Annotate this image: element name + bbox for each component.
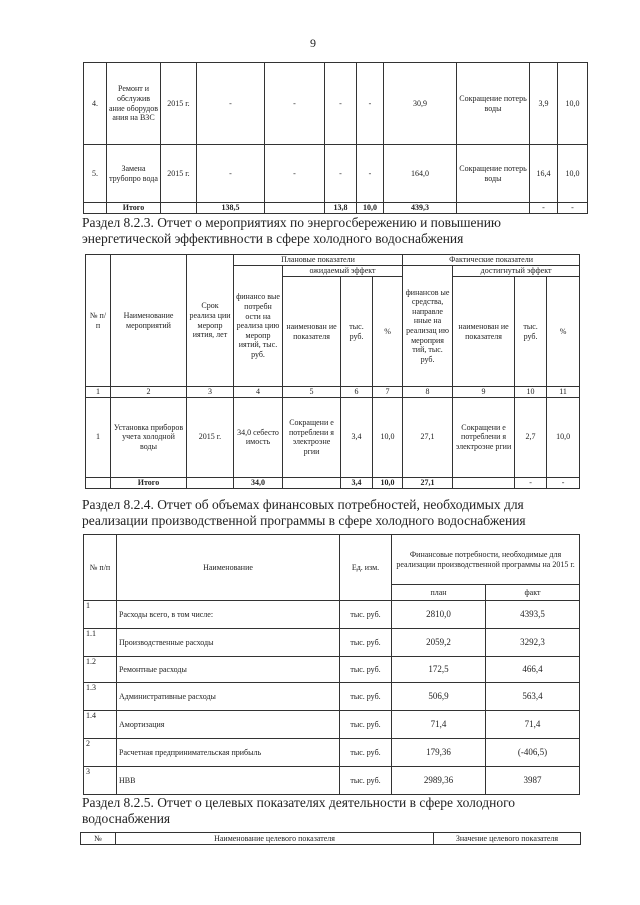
section-824-title: Раздел 8.2.4. Отчет об объемах финансовых потребностей, необходимых для реализации производственной программы в сфере холодного водоснабжения xyxy=(82,497,526,528)
cell-fact-rub: 2,7 xyxy=(515,397,547,477)
cell-name: Замена трубопро вода xyxy=(107,145,161,203)
table-top-continuation xyxy=(83,62,588,214)
total-fact-rub: - xyxy=(515,477,547,488)
header-fin: Финансовые потребности, необходимые для реализации производственной программы на 2015 г. xyxy=(392,535,580,585)
header-fact-rub: тыс. руб. xyxy=(515,277,547,387)
cell-term: 2015 г. xyxy=(161,63,197,145)
header-num: № xyxy=(81,833,116,845)
header-plan-pct: % xyxy=(373,277,403,387)
column-numbers-row: 1 2 3 4 5 6 7 8 9 10 11 xyxy=(86,387,580,398)
section-823-title: Раздел 8.2.3. Отчет о мероприятиях по энергосбережению и повышению энергетической эффективности в сфере холодного водоснабжения xyxy=(82,215,502,246)
total-label: Итого xyxy=(111,477,187,488)
header-num: № п/п xyxy=(86,255,111,387)
cell-plan-fin: 34,0 себесто имость xyxy=(234,397,283,477)
header-plan-indicator: наименован ие показателя xyxy=(283,277,341,387)
cell-fact-rub: 16,4 xyxy=(530,145,558,203)
cell-name: Ремонт и обслужив ание оборудов ания на ВЗС xyxy=(107,63,161,145)
table-row: 3 НВВ тыс. руб. 2989,36 3987 xyxy=(84,767,580,795)
cell-plan-fin: - xyxy=(197,145,265,203)
cell-fact-fin: 30,9 xyxy=(384,63,457,145)
header-plan-effect: ожидаемый эффект xyxy=(283,266,403,277)
cell-plan-indicator: - xyxy=(265,145,325,203)
total-fact-fin: 439,3 xyxy=(384,203,457,214)
table-825 xyxy=(80,832,581,845)
cell-fact-pct: 10,0 xyxy=(558,63,588,145)
total-plan-pct: 10,0 xyxy=(373,477,403,488)
cell-fact-pct: 10,0 xyxy=(547,397,580,477)
table-824 xyxy=(83,534,580,795)
total-plan-rub: 3,4 xyxy=(341,477,373,488)
cell-term: 2015 г. xyxy=(187,397,234,477)
section-825-title: Раздел 8.2.5. Отчет о целевых показателях деятельности в сфере холодного водоснабжения xyxy=(82,795,516,826)
cell-plan-rub: - xyxy=(325,63,357,145)
total-label: Итого xyxy=(107,203,161,214)
cell-fact-pct: 10,0 xyxy=(558,145,588,203)
total-plan-fin: 34,0 xyxy=(234,477,283,488)
cell-fact-rub: 3,9 xyxy=(530,63,558,145)
cell-fact-indicator: Сокращение потерь воды xyxy=(457,145,530,203)
table-row xyxy=(84,145,588,203)
cell-fact-indicator: Сокращение потерь воды xyxy=(457,63,530,145)
table-row: 1.2 Ремонтные расходы тыс. руб. 172,5 466,4 xyxy=(84,657,580,683)
header-name: Наименование мероприятий xyxy=(111,255,187,387)
table-row: 1.3 Административные расходы тыс. руб. 506,9 563,4 xyxy=(84,683,580,711)
table-row xyxy=(84,63,588,145)
page-number: 9 xyxy=(310,36,316,50)
cell-plan-rub: - xyxy=(325,145,357,203)
cell-term: 2015 г. xyxy=(161,145,197,203)
total-fact-pct: - xyxy=(547,477,580,488)
header-fact-group: Фактические показатели xyxy=(403,255,580,266)
cell-plan-fin: - xyxy=(197,63,265,145)
cell-num: 1 xyxy=(86,397,111,477)
cell-name: Установка приборов учета холодной воды xyxy=(111,397,187,477)
table-total-row xyxy=(86,477,580,488)
cell-fact-fin: 164,0 xyxy=(384,145,457,203)
cell-plan-indicator: Сокращени е потреблени я электроэне ргии xyxy=(283,397,341,477)
header-fact-pct: % xyxy=(547,277,580,387)
header-plan: план xyxy=(392,585,486,601)
total-plan-pct: 10,0 xyxy=(357,203,384,214)
header-fact-indicator: наименован ие показателя xyxy=(453,277,515,387)
cell-plan-pct: - xyxy=(357,145,384,203)
total-fact-fin: 27,1 xyxy=(403,477,453,488)
table-row xyxy=(86,397,580,477)
header-name: Наименование целевого показателя xyxy=(116,833,434,845)
total-plan-fin: 138,5 xyxy=(197,203,265,214)
table-row: 2 Расчетная предпринимательская прибыль тыс. руб. 179,36 (-406,5) xyxy=(84,739,580,767)
header-plan-rub: тыс. руб. xyxy=(341,277,373,387)
header-fact-fin: финансов ые средства, направле нные на реализац ию мероприя тий, тыс. руб. xyxy=(403,266,453,387)
total-fact-pct: - xyxy=(558,203,588,214)
cell-num: 4. xyxy=(84,63,107,145)
header-unit: Ед. изм. xyxy=(340,535,392,601)
total-fact-rub: - xyxy=(530,203,558,214)
table-row: 1 Расходы всего, в том числе: тыс. руб. 2810,0 4393,5 xyxy=(84,601,580,629)
header-value: Значение целевого показателя xyxy=(434,833,581,845)
cell-num: 5. xyxy=(84,145,107,203)
header-plan-group: Плановые показатели xyxy=(234,255,403,266)
table-row: 1.1 Производственные расходы тыс. руб. 2059,2 3292,3 xyxy=(84,629,580,657)
cell-fact-fin: 27,1 xyxy=(403,397,453,477)
header-plan-fin: финансо вые потребн ости на реализа цию меропр иятий, тыс. руб. xyxy=(234,266,283,387)
header-fact-effect: достигнутый эффект xyxy=(453,266,580,277)
cell-plan-indicator: - xyxy=(265,63,325,145)
header-fact: факт xyxy=(486,585,580,601)
header-name: Наименование xyxy=(117,535,340,601)
cell-plan-pct: - xyxy=(357,63,384,145)
header-term: Срок реализа ции меропр иятия, лет xyxy=(187,255,234,387)
cell-plan-rub: 3,4 xyxy=(341,397,373,477)
table-total-row xyxy=(84,203,588,214)
header-num: № п/п xyxy=(84,535,117,601)
table-row: 1.4 Амортизация тыс. руб. 71,4 71,4 xyxy=(84,711,580,739)
table-823 xyxy=(85,254,580,489)
cell-plan-pct: 10,0 xyxy=(373,397,403,477)
cell-fact-indicator: Сокращени е потреблени я электроэне ргии xyxy=(453,397,515,477)
total-plan-rub: 13,8 xyxy=(325,203,357,214)
